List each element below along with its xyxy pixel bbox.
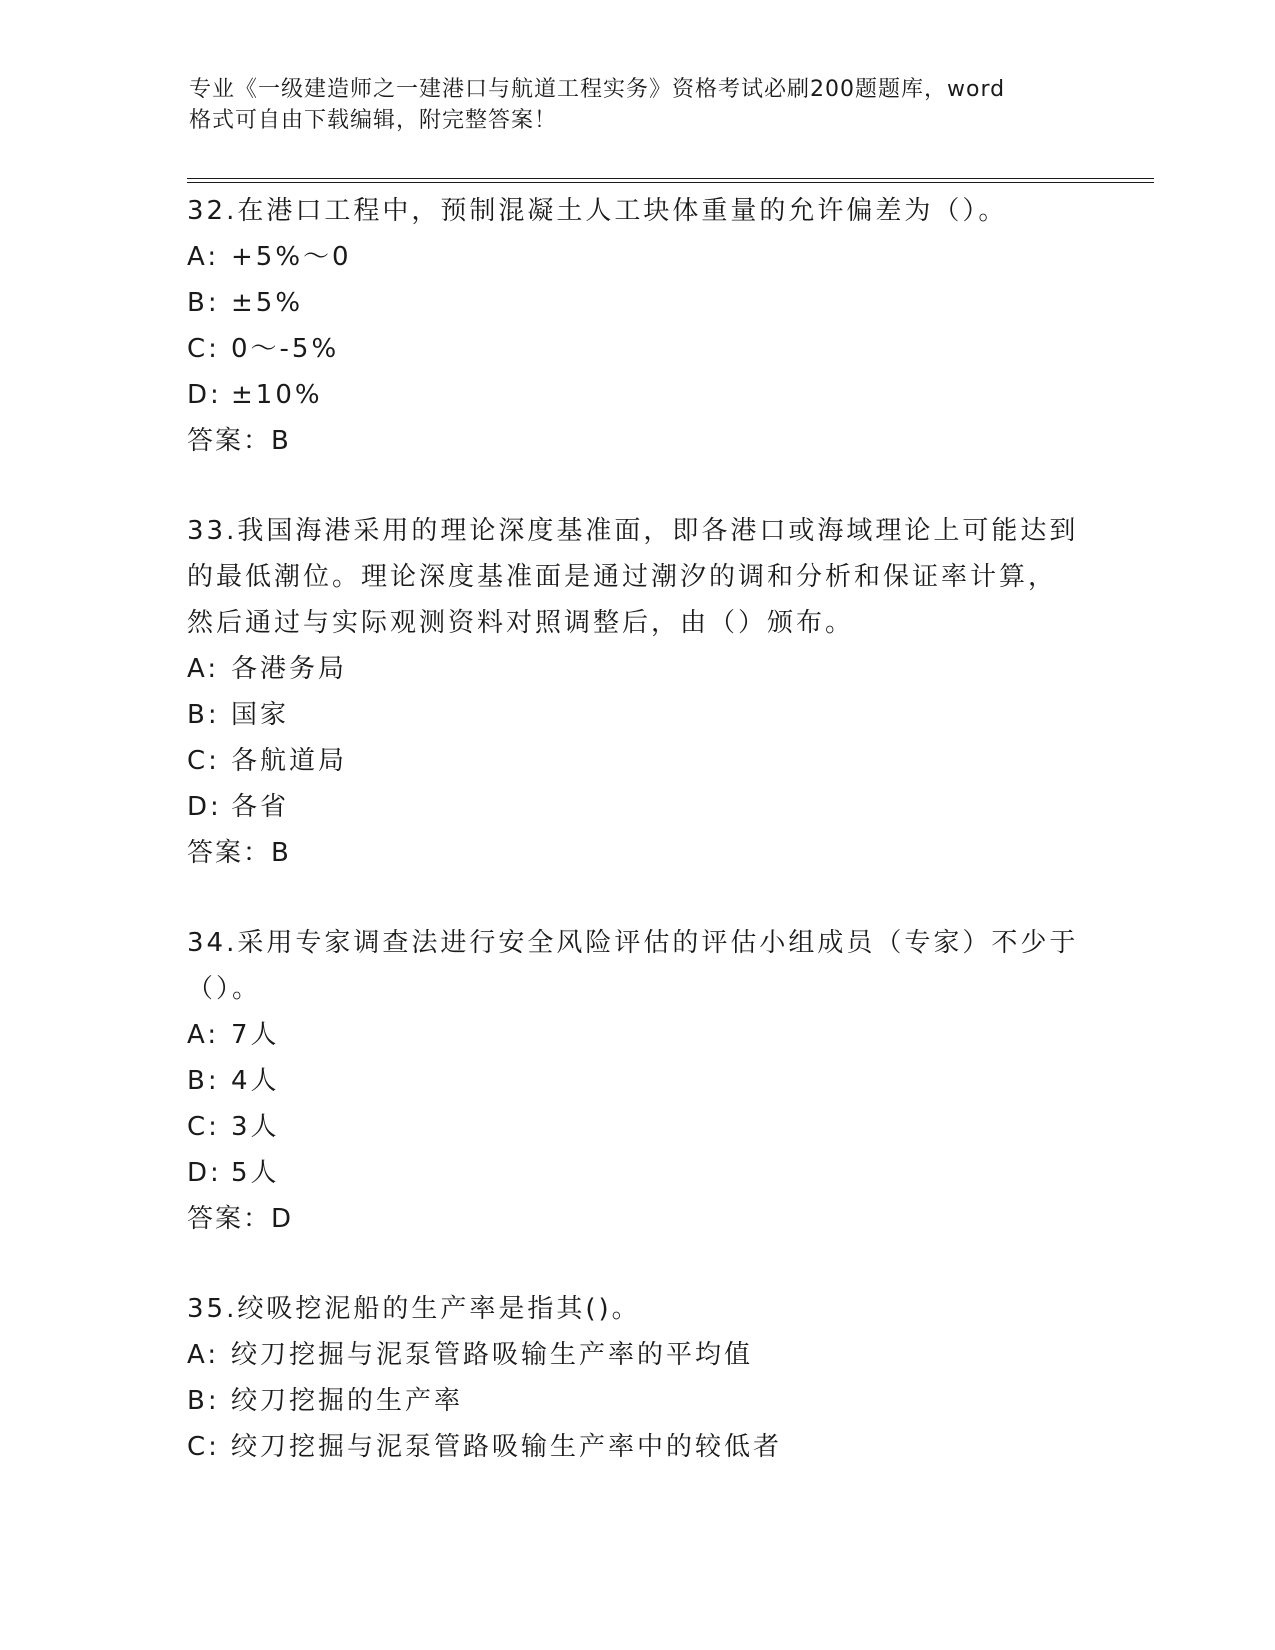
question-text-line: （）。: [187, 974, 262, 1004]
option-text: 7人: [231, 1020, 280, 1050]
question-35: [187, 1286, 1087, 1470]
option-d: [187, 1150, 1087, 1196]
option-a: [187, 1012, 1087, 1058]
option-letter: C:: [187, 334, 220, 364]
option-letter: B:: [187, 1066, 220, 1096]
question-33: [187, 508, 1087, 876]
option-letter: C:: [187, 746, 220, 776]
question-text: 32.在港口工程中，预制混凝土人工块体重量的允许偏差为（）。: [187, 196, 1008, 226]
option-d: [187, 372, 1087, 418]
question-text-line: 34.采用专家调查法进行安全风险评估的评估小组成员（专家）不少于: [187, 928, 1079, 958]
option-letter: D:: [187, 792, 222, 822]
answer-line: 答案：B: [187, 426, 291, 456]
option-letter: A:: [187, 242, 220, 272]
option-letter: D:: [187, 1158, 222, 1188]
option-text: 4人: [231, 1066, 280, 1096]
option-text: 绞刀挖掘与泥泵管路吸输生产率中的较低者: [231, 1432, 783, 1462]
option-text: 绞刀挖掘的生产率: [231, 1386, 464, 1416]
option-b: [187, 1058, 1087, 1104]
question-text: 35.绞吸挖泥船的生产率是指其()。: [187, 1294, 641, 1324]
option-text: +5%～0: [231, 242, 352, 272]
option-letter: A:: [187, 1020, 220, 1050]
option-c: [187, 1424, 1087, 1470]
option-a: [187, 234, 1087, 280]
option-letter: B:: [187, 700, 220, 730]
option-b: [187, 692, 1087, 738]
option-text: ±5%: [231, 288, 304, 318]
option-text: 3人: [231, 1112, 280, 1142]
question-text-line: 然后通过与实际观测资料对照调整后，由（）颁布。: [187, 608, 855, 638]
option-a: [187, 646, 1087, 692]
option-c: [187, 738, 1087, 784]
option-c: [187, 1104, 1087, 1150]
option-b: [187, 1378, 1087, 1424]
answer-line: 答案：D: [187, 1204, 294, 1234]
option-d: [187, 784, 1087, 830]
question-list: [187, 188, 1087, 1514]
option-b: [187, 280, 1087, 326]
option-letter: C:: [187, 1112, 220, 1142]
option-text: 0～-5%: [231, 334, 340, 364]
header-line-2: 格式可自由下载编辑，附完整答案！: [189, 108, 558, 133]
option-letter: B:: [187, 1386, 220, 1416]
option-text: 各港务局: [231, 654, 348, 684]
question-text-line: 33.我国海港采用的理论深度基准面，即各港口或海域理论上可能达到: [187, 516, 1079, 546]
option-text: 绞刀挖掘与泥泵管路吸输生产率的平均值: [231, 1340, 754, 1370]
option-c: [187, 326, 1087, 372]
option-letter: D:: [187, 380, 222, 410]
document-header: [189, 74, 1069, 136]
option-text: 各省: [231, 792, 290, 822]
option-letter: C:: [187, 1432, 220, 1462]
option-a: [187, 1332, 1087, 1378]
header-line-1: 专业《一级建造师之一建港口与航道工程实务》资格考试必刷200题题库，word: [189, 77, 1006, 102]
option-letter: A:: [187, 654, 220, 684]
option-letter: B:: [187, 288, 220, 318]
answer-line: 答案：B: [187, 838, 291, 868]
option-text: 各航道局: [231, 746, 348, 776]
option-text: 5人: [231, 1158, 280, 1188]
header-divider: [187, 178, 1154, 183]
question-text-line: 的最低潮位。理论深度基准面是通过潮汐的调和分析和保证率计算，: [187, 562, 1058, 592]
option-text: 国家: [231, 700, 290, 730]
option-letter: A:: [187, 1340, 220, 1370]
question-32: [187, 188, 1087, 464]
question-34: [187, 920, 1087, 1242]
option-text: ±10%: [231, 380, 323, 410]
